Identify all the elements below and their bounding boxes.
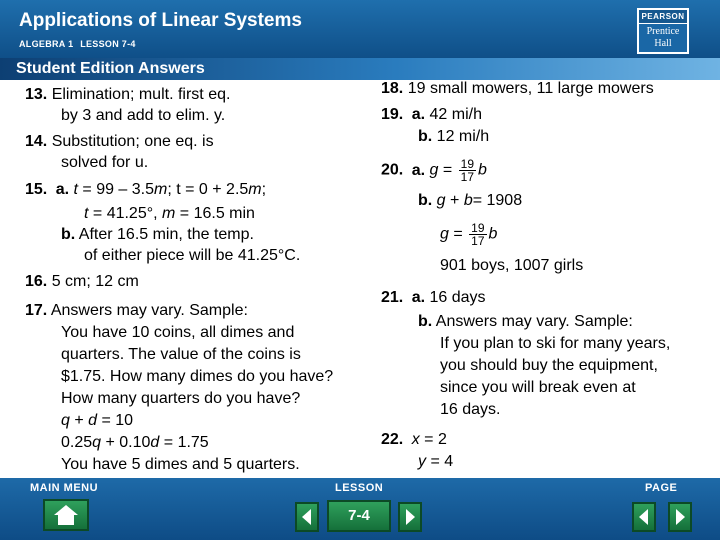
answer-number: 15. [25, 181, 48, 198]
answer-number: 18. [381, 80, 404, 97]
answer-text: = 99 – 3.5 [77, 181, 155, 198]
lesson-label: LESSON [335, 482, 384, 494]
header-bar [0, 0, 720, 58]
answer-21-a [381, 287, 486, 308]
answer-20-b [418, 190, 522, 211]
var-g: g [429, 161, 439, 179]
lesson-next-button[interactable] [398, 502, 422, 532]
answer-number: 22. [381, 431, 404, 448]
answer-text: you should buy the equipment, [440, 357, 658, 374]
main-menu-label: MAIN MENU [30, 482, 99, 494]
answer-19-a [381, 104, 482, 125]
part-label: b. [418, 192, 433, 209]
answer-text: quarters. The value of the coins is [61, 346, 301, 363]
answer-number: 20. [381, 161, 404, 179]
answer-22-x [381, 429, 447, 450]
answer-text: 16 days [429, 289, 486, 306]
answer-text: = 1908 [472, 192, 523, 209]
arrow-left-icon [297, 504, 317, 530]
fraction-numerator: 19 [471, 221, 485, 235]
lesson-button[interactable]: 7-4 [327, 500, 391, 532]
footer-bar [0, 478, 720, 540]
answer-text: After 16.5 min, the temp. [78, 226, 254, 243]
course-label: ALGEBRA 1 [19, 39, 74, 49]
answer-text: 16 days. [440, 401, 501, 418]
answer-22-y [418, 451, 453, 472]
answer-text: 0.25 [61, 434, 93, 451]
logo-line2: Hall [654, 38, 672, 49]
answer-15-b-line1 [61, 224, 254, 245]
page-label: PAGE [645, 482, 678, 494]
answer-number: 14. [25, 133, 48, 150]
publisher-logo [637, 8, 689, 54]
answer-text: You have 10 coins, all dimes and [61, 324, 295, 341]
var-t: t [73, 181, 78, 198]
answer-text: 5 cm; 12 cm [51, 273, 139, 290]
answer-text: 12 mi/h [436, 128, 490, 145]
page-prev-button[interactable] [632, 502, 656, 532]
answer-text: = 10 [97, 412, 134, 429]
answer-19-b [418, 126, 489, 147]
lesson-prev-button[interactable] [295, 502, 319, 532]
var-b: b [463, 192, 473, 209]
var-q: q [61, 412, 70, 429]
part-label: b. [418, 313, 433, 330]
var-d: d [150, 434, 160, 451]
answer-text: = 41.25°, [88, 205, 163, 222]
answer-text: ; [261, 181, 267, 198]
answer-text: = 16.5 min [175, 205, 255, 222]
lesson-label: LESSON 7-4 [80, 39, 136, 49]
var-t: t [84, 205, 89, 222]
var-m: m [248, 181, 262, 198]
answer-18 [381, 78, 654, 99]
answer-text: = [438, 161, 457, 179]
var-d: d [88, 412, 98, 429]
arrow-right-icon [670, 504, 690, 530]
fraction-numerator: 19 [460, 157, 474, 171]
logo-line1: Prentice [646, 26, 680, 37]
answer-17-eq2 [61, 432, 209, 453]
section-bar [0, 58, 720, 80]
logo-pearson: PEARSON [639, 10, 687, 23]
answer-17-eq1 [61, 410, 133, 431]
var-m: m [162, 205, 176, 222]
answer-text: by 3 and add to elim. y. [61, 107, 226, 124]
var-y: y [418, 453, 426, 470]
fraction [459, 158, 476, 183]
answer-text: + [69, 412, 89, 429]
breadcrumb [19, 39, 140, 49]
logo-prentice-hall [639, 24, 687, 52]
answer-text: 42 mi/h [429, 106, 482, 123]
var-q: q [92, 434, 102, 451]
answer-17-line1 [25, 300, 248, 321]
home-icon [45, 501, 87, 529]
part-label: a. [411, 161, 426, 179]
answer-number: 16. [25, 273, 48, 290]
answer-15-a-line2 [84, 203, 255, 224]
page-title: Applications of Linear Systems [19, 10, 302, 31]
answer-number: 21. [381, 289, 404, 306]
answer-text: + [445, 192, 464, 209]
answer-text: solved for u. [61, 154, 149, 171]
answer-text: Elimination; mult. first eq. [51, 86, 231, 103]
answer-text: 901 boys, 1007 girls [440, 257, 584, 274]
answer-text: = 4 [426, 453, 454, 470]
answer-text: Substitution; one eq. is [51, 133, 214, 150]
fraction-denominator: 17 [460, 170, 474, 184]
answer-text: since you will break even at [440, 379, 636, 396]
answer-text: = 1.75 [159, 434, 209, 451]
part-label: a. [55, 181, 70, 198]
answer-text: + 0.10 [101, 434, 151, 451]
answer-text: of either piece will be 41.25°C. [84, 247, 301, 264]
page-next-button[interactable] [668, 502, 692, 532]
answer-number: 13. [25, 86, 48, 103]
answer-16 [25, 271, 139, 292]
part-label: a. [411, 106, 426, 123]
var-b: b [478, 161, 487, 179]
answer-13-line1 [25, 84, 230, 105]
part-label: b. [418, 128, 433, 145]
answer-text: = 2 [419, 431, 447, 448]
var-g: g [440, 225, 449, 243]
answer-20-a [381, 158, 487, 183]
answer-21-b [418, 311, 633, 332]
part-label: b. [61, 226, 76, 243]
answer-text: $1.75. How many dimes do you have? [61, 368, 334, 385]
fraction-denominator: 17 [471, 234, 485, 248]
answer-14-line1 [25, 131, 214, 152]
answer-text: If you plan to ski for many years, [440, 335, 671, 352]
answer-text: Answers may vary. Sample: [50, 302, 248, 319]
var-x: x [411, 431, 420, 448]
answer-text: = [448, 225, 468, 243]
answer-number: 19. [381, 106, 404, 123]
answer-text: 19 small mowers, 11 large mowers [407, 80, 654, 97]
main-menu-button[interactable] [43, 499, 89, 531]
answer-text: ; t = 0 + 2.5 [167, 181, 249, 198]
answer-number: 17. [25, 302, 48, 319]
answer-text: How many quarters do you have? [61, 390, 301, 407]
part-label: a. [411, 289, 426, 306]
answer-text: You have 5 dimes and 5 quarters. [61, 456, 300, 473]
answer-text: Answers may vary. Sample: [435, 313, 633, 330]
answer-20-b-eq [440, 222, 497, 247]
answer-15-a-line1 [25, 179, 266, 200]
var-b: b [488, 225, 498, 243]
var-g: g [436, 192, 446, 209]
section-title: Student Edition Answers [16, 60, 205, 77]
arrow-right-icon [400, 504, 420, 530]
fraction [469, 222, 486, 247]
arrow-left-icon [634, 504, 654, 530]
var-m: m [154, 181, 168, 198]
